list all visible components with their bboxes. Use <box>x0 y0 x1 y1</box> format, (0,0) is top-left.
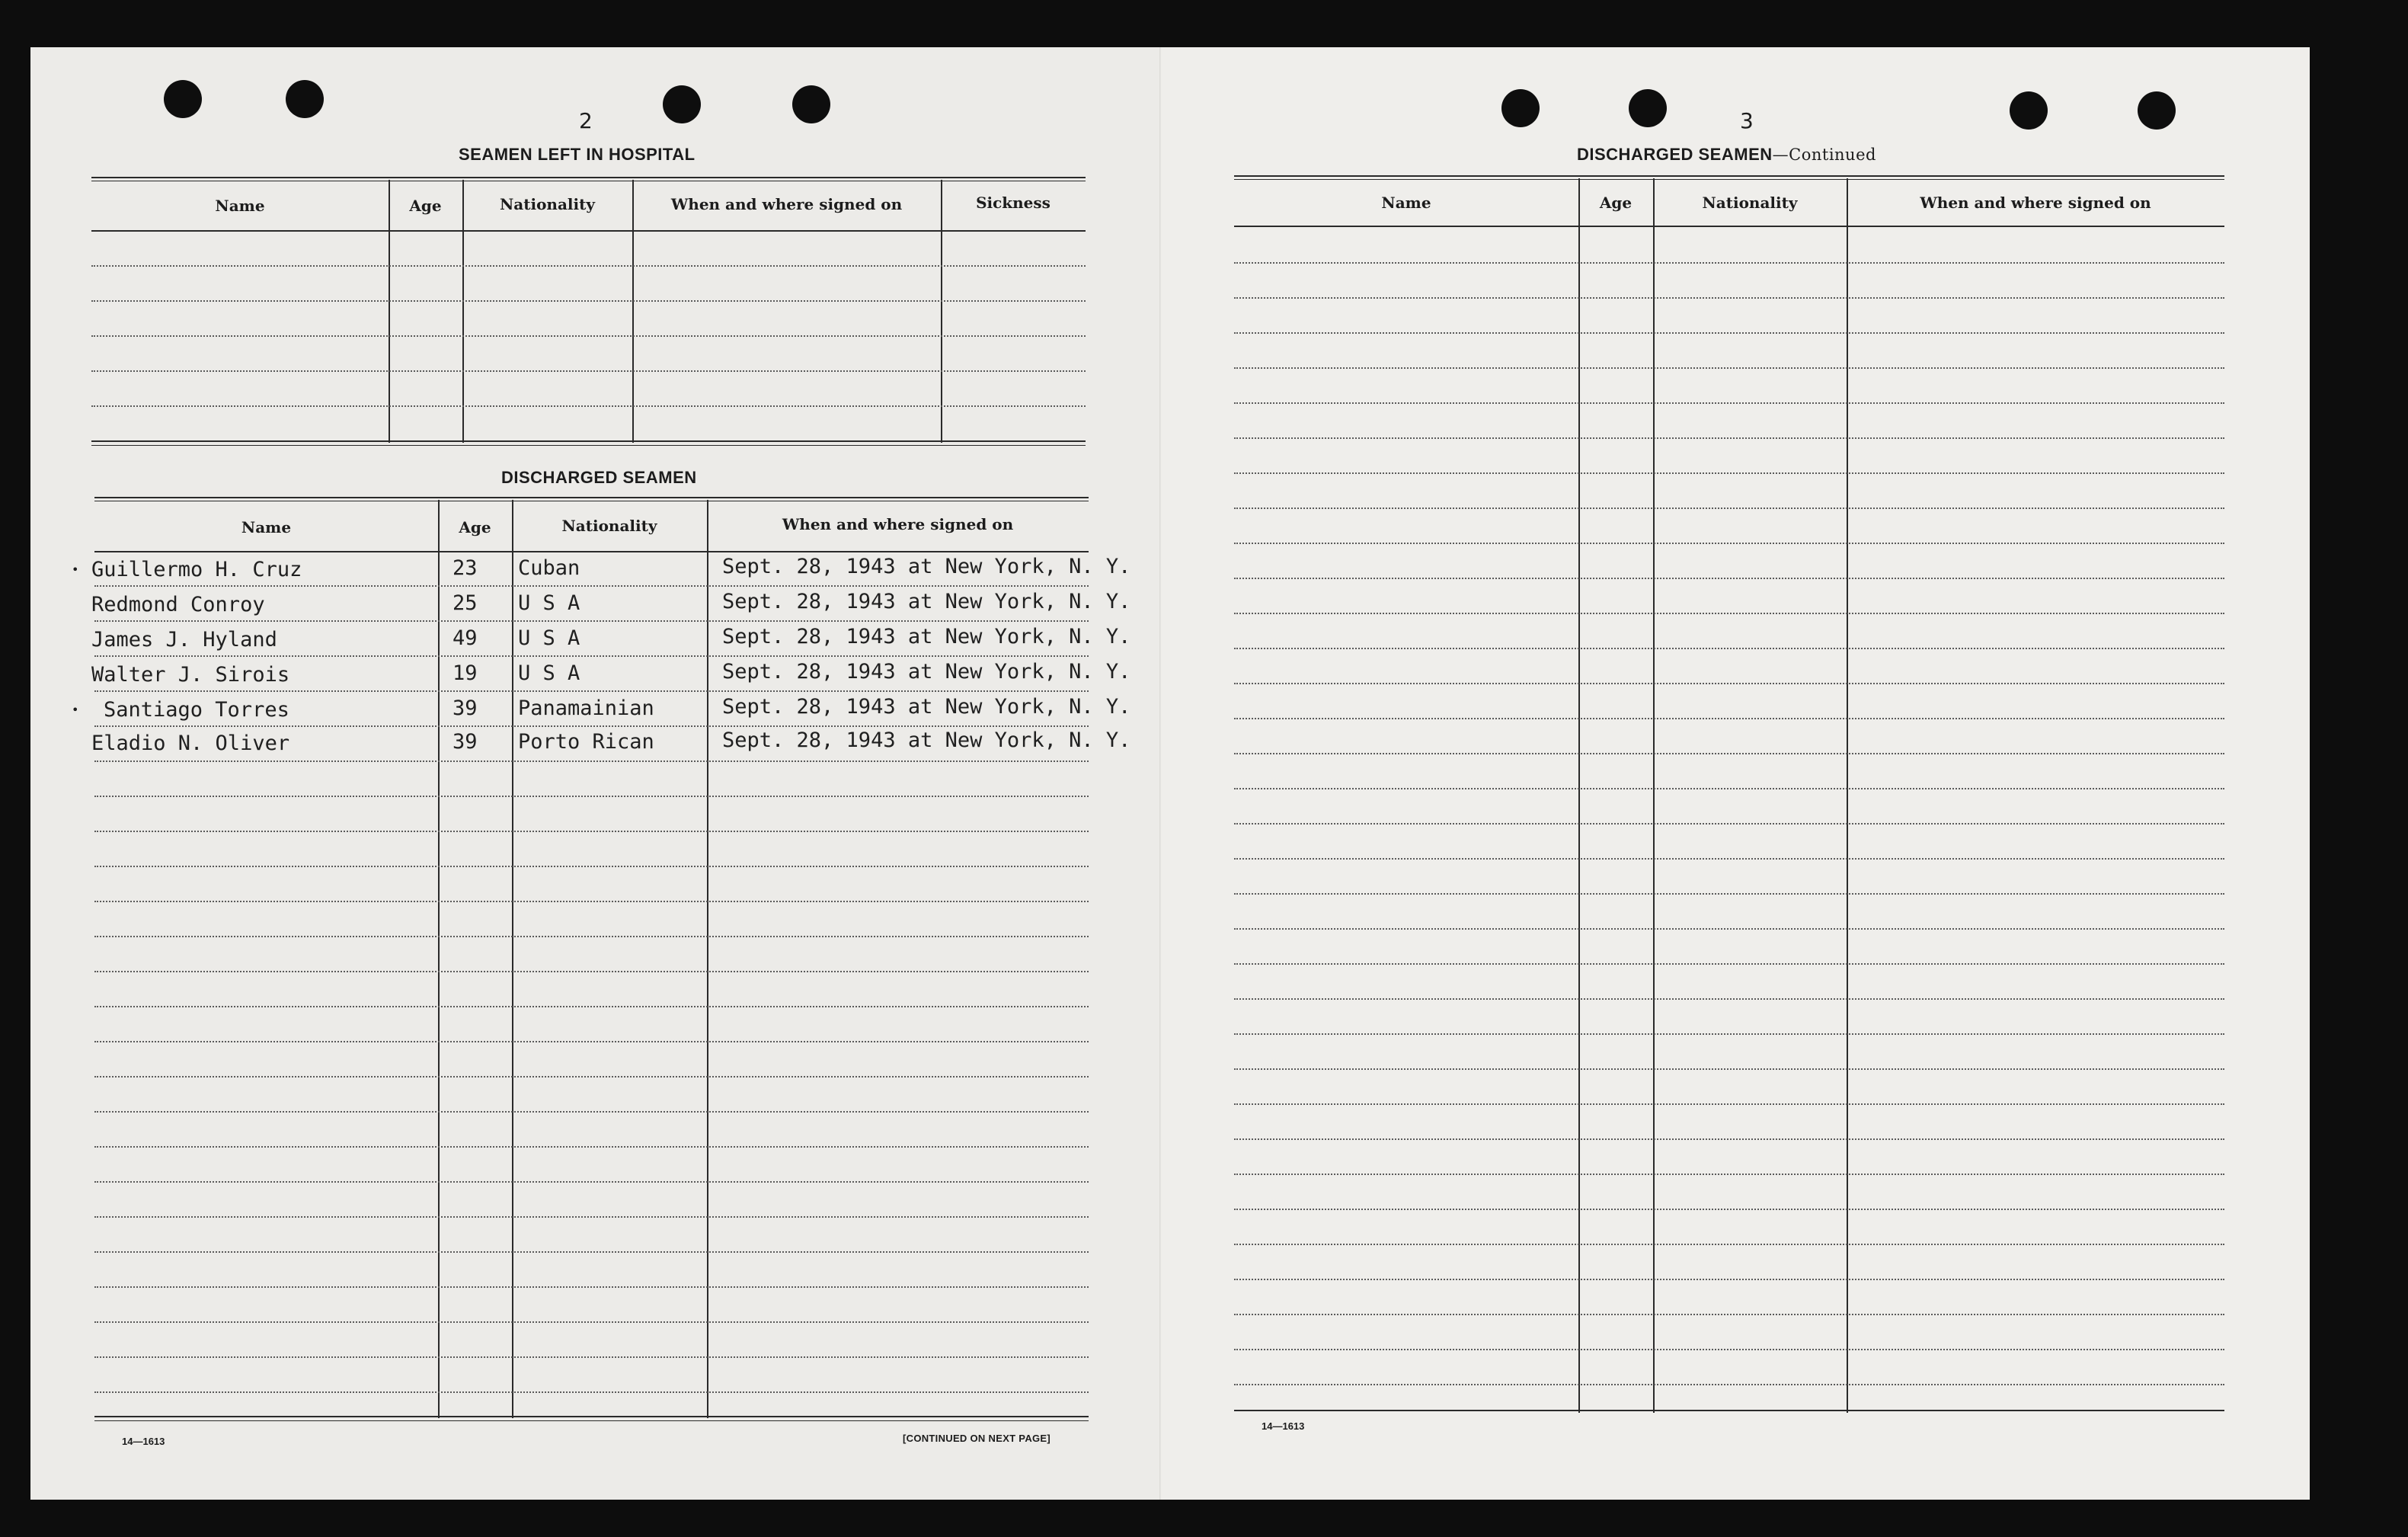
continued-note: [CONTINUED ON NEXT PAGE] <box>903 1433 1051 1444</box>
crew-name: Guillermo H. Cruz <box>91 558 302 581</box>
row-line <box>1234 788 2224 789</box>
row-line <box>94 901 1089 902</box>
left-page <box>30 47 1162 1500</box>
row-line <box>91 265 1086 267</box>
row-line <box>1234 472 2224 474</box>
crew-signed-on: Sept. 28, 1943 at New York, N. Y. <box>722 590 1131 613</box>
row-line <box>1234 753 2224 754</box>
row-line <box>1234 543 2224 544</box>
page-number: 3 <box>1740 108 1754 133</box>
title-suffix: —Continued <box>1772 146 1876 164</box>
discharged-continued-table <box>1234 175 2270 1471</box>
row-line <box>94 1356 1089 1358</box>
row-line <box>1234 718 2224 719</box>
column-divider <box>1847 178 1848 1413</box>
crew-name: Santiago Torres <box>104 698 289 722</box>
row-line <box>1234 858 2224 860</box>
row-line <box>1234 928 2224 930</box>
row-mark: • <box>72 562 79 577</box>
header-rule <box>1234 226 2224 227</box>
column-divider <box>632 180 634 443</box>
row-line <box>1234 823 2224 825</box>
row-line <box>1234 648 2224 649</box>
row-line <box>91 405 1086 407</box>
row-line <box>94 655 1089 657</box>
table-bottom-rule <box>94 1416 1089 1417</box>
row-line <box>1234 613 2224 614</box>
row-line <box>1234 1138 2224 1140</box>
crew-name: Walter J. Sirois <box>91 663 290 687</box>
punch-hole <box>792 85 830 123</box>
column-divider <box>389 180 390 443</box>
row-line <box>1234 1103 2224 1105</box>
discharged-continued-title <box>1577 145 1876 165</box>
form-number: 14—1613 <box>122 1436 165 1447</box>
header-when-where: When and where signed on <box>670 195 903 213</box>
crew-nationality: U S A <box>518 591 580 615</box>
table-bottom-rule <box>91 445 1086 446</box>
column-divider <box>941 180 942 443</box>
header-nationality: Nationality <box>500 195 595 213</box>
row-line <box>94 1006 1089 1007</box>
header-age: Age <box>1599 194 1633 212</box>
row-line <box>1234 1174 2224 1175</box>
row-line <box>1234 1033 2224 1035</box>
crew-age: 23 <box>452 556 478 580</box>
row-line <box>91 335 1086 337</box>
row-line <box>91 370 1086 372</box>
row-line <box>94 1041 1089 1042</box>
discharged-section-title: DISCHARGED SEAMEN <box>501 468 697 487</box>
crew-nationality: Panamainian <box>518 696 654 720</box>
row-line <box>94 585 1089 587</box>
row-line <box>94 1146 1089 1148</box>
row-line <box>94 1286 1089 1288</box>
row-line <box>94 690 1089 692</box>
column-divider <box>1578 178 1580 1413</box>
hospital-table <box>91 177 1116 501</box>
row-line <box>94 620 1089 622</box>
row-line <box>94 1321 1089 1323</box>
crew-nationality: U S A <box>518 626 580 650</box>
row-line <box>94 1251 1089 1253</box>
row-line <box>94 760 1089 762</box>
row-line <box>1234 1244 2224 1245</box>
punch-hole <box>2138 91 2176 130</box>
row-line <box>94 866 1089 867</box>
row-line <box>94 1391 1089 1393</box>
header-name: Name <box>1381 194 1431 212</box>
crew-age: 19 <box>452 661 478 685</box>
row-line <box>1234 297 2224 299</box>
header-name: Name <box>215 197 265 215</box>
row-line <box>1234 1068 2224 1070</box>
row-line <box>94 1216 1089 1218</box>
crew-signed-on: Sept. 28, 1943 at New York, N. Y. <box>722 728 1131 752</box>
punch-hole <box>1629 89 1667 127</box>
column-divider <box>462 180 464 443</box>
row-line <box>91 300 1086 302</box>
crew-name: Eladio N. Oliver <box>91 732 290 755</box>
crew-name: Redmond Conroy <box>91 593 265 616</box>
punch-hole <box>1501 89 1540 127</box>
row-line <box>1234 1349 2224 1350</box>
table-top-rule <box>94 497 1089 501</box>
row-line <box>1234 508 2224 509</box>
table-bottom-rule <box>91 440 1086 442</box>
row-line <box>94 1076 1089 1078</box>
row-line <box>1234 1314 2224 1315</box>
row-line <box>94 971 1089 972</box>
row-line <box>94 831 1089 832</box>
row-line <box>94 1181 1089 1183</box>
column-divider <box>512 500 513 1418</box>
table-bottom-rule <box>1234 1410 2224 1411</box>
row-line <box>1234 437 2224 439</box>
crew-age: 39 <box>452 696 478 720</box>
row-line <box>1234 893 2224 895</box>
row-line <box>1234 578 2224 579</box>
discharged-table <box>72 497 1131 1480</box>
crew-age: 39 <box>452 730 478 754</box>
row-line <box>94 1111 1089 1113</box>
row-line <box>94 936 1089 937</box>
header-nationality: Nationality <box>1702 194 1798 212</box>
row-line <box>1234 332 2224 334</box>
form-number: 14—1613 <box>1262 1420 1305 1432</box>
crew-signed-on: Sept. 28, 1943 at New York, N. Y. <box>722 660 1131 684</box>
row-mark: • <box>72 703 79 717</box>
column-divider <box>1653 178 1655 1413</box>
crew-age: 25 <box>452 591 478 615</box>
punch-hole <box>2010 91 2048 130</box>
header-name: Name <box>241 518 292 536</box>
header-nationality: Nationality <box>561 517 657 535</box>
row-line <box>1234 402 2224 404</box>
header-sickness: Sickness <box>976 194 1051 212</box>
header-when-where: When and where signed on <box>782 515 1014 533</box>
hospital-section-title: SEAMEN LEFT IN HOSPITAL <box>459 145 696 164</box>
header-age: Age <box>459 518 491 536</box>
crew-signed-on: Sept. 28, 1943 at New York, N. Y. <box>722 555 1131 578</box>
header-rule <box>91 230 1086 232</box>
row-line <box>1234 683 2224 684</box>
crew-signed-on: Sept. 28, 1943 at New York, N. Y. <box>722 695 1131 719</box>
crew-signed-on: Sept. 28, 1943 at New York, N. Y. <box>722 625 1131 648</box>
row-line <box>1234 1384 2224 1385</box>
column-divider <box>707 500 708 1418</box>
column-divider <box>438 500 440 1418</box>
crew-nationality: Porto Rican <box>518 730 654 754</box>
title-main: DISCHARGED SEAMEN <box>1577 145 1773 164</box>
row-line <box>1234 1279 2224 1280</box>
row-line <box>94 725 1089 727</box>
header-when-where: When and where signed on <box>1920 194 2151 212</box>
row-line <box>1234 1209 2224 1210</box>
row-line <box>1234 963 2224 965</box>
table-bottom-rule <box>94 1420 1089 1421</box>
row-line <box>94 796 1089 797</box>
table-top-rule <box>91 177 1086 181</box>
page-number: 2 <box>579 108 593 133</box>
punch-hole <box>286 80 324 118</box>
row-line <box>1234 262 2224 264</box>
crew-age: 49 <box>452 626 478 650</box>
header-age: Age <box>409 197 442 215</box>
crew-nationality: U S A <box>518 661 580 685</box>
table-top-rule <box>1234 175 2224 180</box>
punch-hole <box>164 80 202 118</box>
row-line <box>1234 998 2224 1000</box>
header-rule <box>94 551 1089 552</box>
crew-name: James J. Hyland <box>91 628 277 652</box>
row-line <box>1234 367 2224 369</box>
crew-nationality: Cuban <box>518 556 580 580</box>
punch-hole <box>663 85 701 123</box>
right-page <box>1162 47 2310 1500</box>
